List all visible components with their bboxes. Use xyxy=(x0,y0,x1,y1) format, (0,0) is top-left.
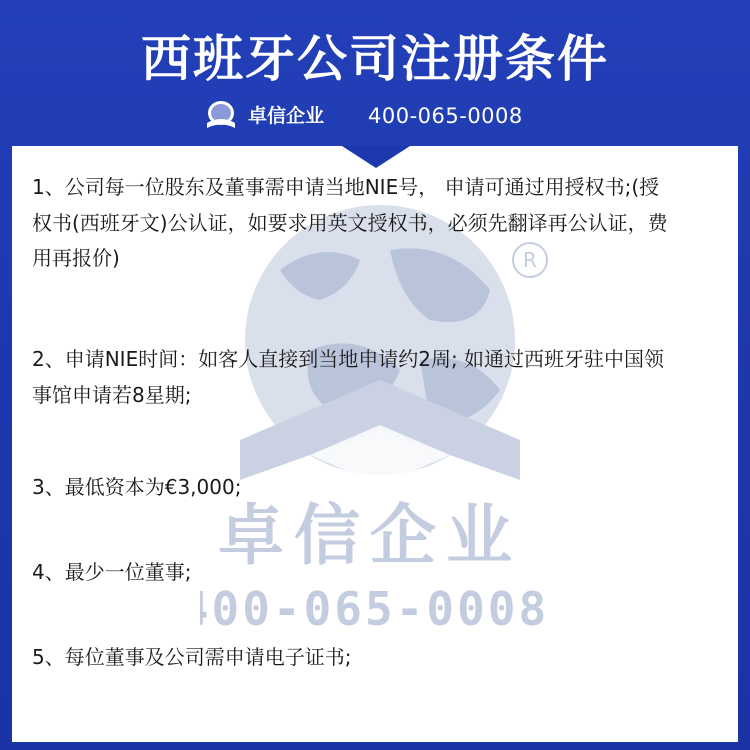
brand-name: 卓信企业 xyxy=(248,105,325,127)
list-item: 2、申请NIE时间：如客人直接到当地申请约2周; 如通过西班牙驻中国领 事馆申请若8星期; xyxy=(32,347,665,407)
watermark-name: 卓信企业 xyxy=(218,497,522,574)
page-title: 西班牙公司注册条件 xyxy=(141,30,609,88)
list-item: 5、每位董事及公司需申请电子证书; xyxy=(32,645,352,669)
hotline-number: 400-065-0008 xyxy=(368,104,523,128)
registered-mark: R xyxy=(523,248,537,272)
panel-notch xyxy=(342,146,410,168)
list-item: 4、最少一位董事; xyxy=(32,560,192,584)
list-item: 1、公司每一位股东及董事需申请当地NIE号， 申请可通过用授权书;(授 权书(西班牙文)公认证，如要求用英文授权书，必须先翻译再公认证，费 用再报价) xyxy=(32,175,668,270)
list-item: 3、最低资本为€3,000; xyxy=(32,475,242,499)
watermark-phone: 400-065-0008 xyxy=(200,582,550,636)
company-logo-icon xyxy=(204,99,238,133)
